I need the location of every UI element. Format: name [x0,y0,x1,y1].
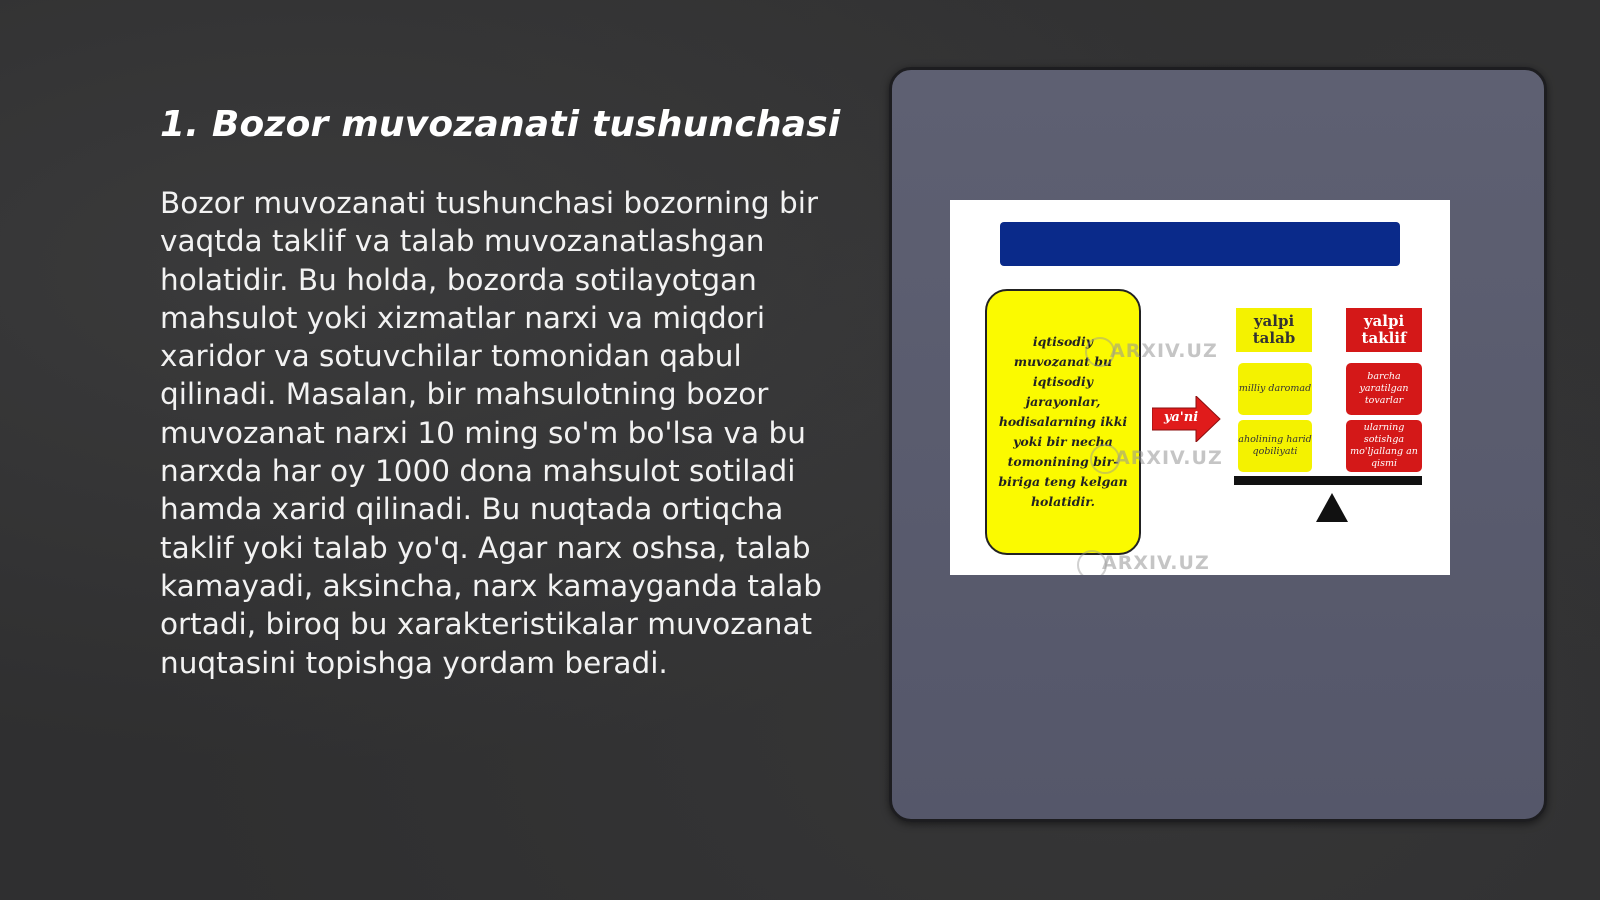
supply-item-label: barcha yaratilgan tovarlar [1359,371,1409,406]
equilibrium-diagram [950,200,1450,575]
demand-item [1238,420,1312,472]
supply-header-label: yalpi taklif [1361,312,1407,347]
supply-item [1346,363,1422,415]
definition-text: iqtisodiy muvozanat bu iqtisodiy jarayonlar, hodisalarning ikki yoki bir necha tomonining bir-biriga teng kelgan holatidir. [998,334,1128,509]
supply-item-label: ularning sotishga mo'ljallang an qismi [1350,422,1418,469]
demand-header-label: yalpi talab [1252,312,1296,347]
watermark-text: ARXIV.UZ [1102,552,1210,574]
supply-header [1346,308,1422,352]
definition-box [985,289,1141,555]
diagram-header-bar [1000,222,1400,266]
demand-header [1236,308,1312,352]
watermark-text: ARXIV.UZ [1110,340,1218,362]
slide-body-text: Bozor muvozanati tushunchasi bozorning bir vaqtda taklif va talab muvozanatlashgan holatidir. Bu holda, bozorda sotilayotgan mahsulot yoki xizmatlar narxi va miqdori xaridor va sotuvchilar tomonidan qabul qilinadi. Masalan, bir mahsulotning bozor muvozanat narxi 10 ming so'm bo'lsa va bu narxda har oy 1000 dona mahsulot sotiladi hamda xarid qilinadi. Bu nuqtada ortiqcha taklif yoki talab yo'q. Agar narx oshsa, talab kamayadi, aksincha, narx kamayganda talab ortadi, biroq bu xarakteristikalar muvozanat nuqtasini topishga yordam beradi. [160,186,823,680]
demand-item-label: milliy daromad [1238,383,1312,394]
slide-title: 1. Bozor muvozanati tushunchasi [160,104,841,145]
balance-fulcrum-icon [1316,493,1348,522]
supply-item [1346,420,1422,472]
balance-beam [1234,476,1422,485]
demand-item [1238,363,1312,415]
arrow-label: ya'ni [1163,410,1199,425]
watermark-text: ARXIV.UZ [1115,447,1223,469]
demand-item-label: aholining harid qobiliyati [1238,434,1312,457]
